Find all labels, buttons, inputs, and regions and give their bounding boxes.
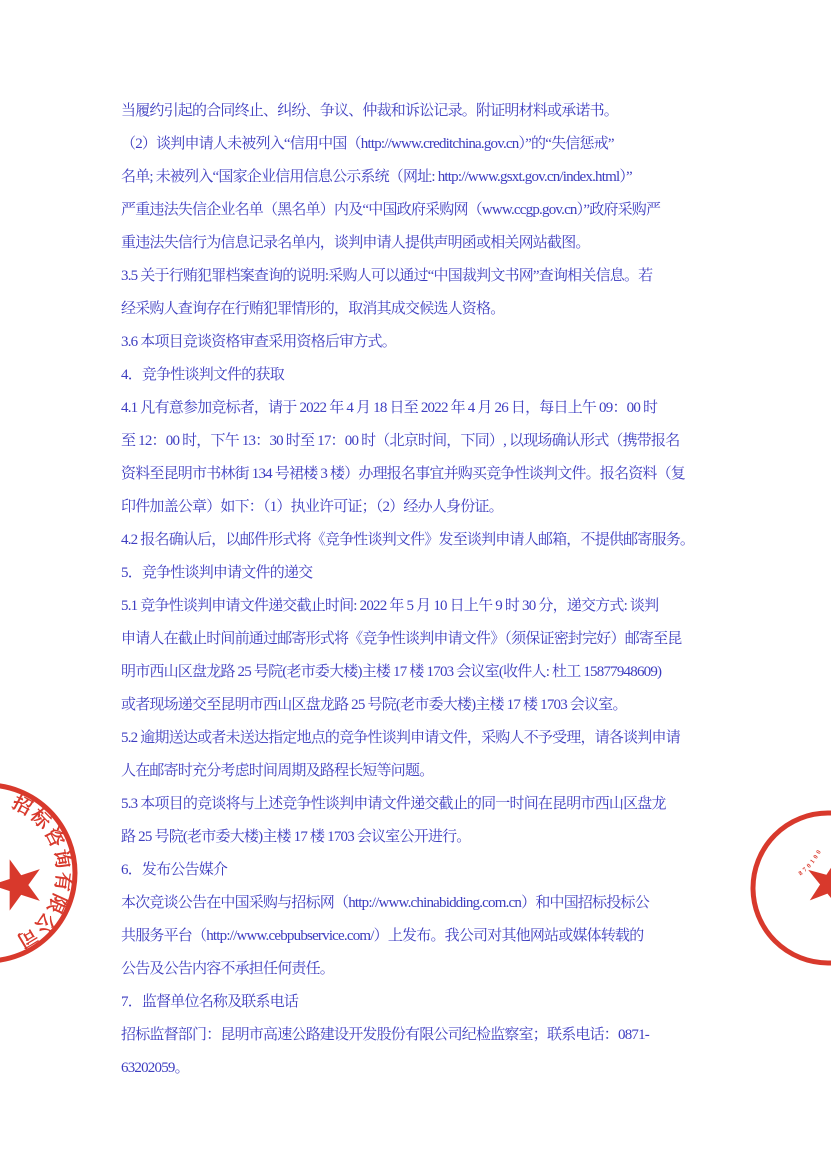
right-company-seal-stamp: [748, 806, 831, 968]
left-company-seal-stamp: [0, 780, 82, 970]
document-line: 5.2 逾期送达或者未送达指定地点的竞争性谈判申请文件，采购人不予受理，请各谈判申请: [121, 730, 680, 746]
document-line: 3.5 关于行贿犯罪档案查询的说明:采购人可以通过“中国裁判文书网”查询相关信息。若: [121, 268, 653, 284]
document-line: （2）谈判申请人未被列入“信用中国（http://www.creditchina.gov.cn）”的“失信惩戒”: [121, 136, 614, 152]
document-body: [121, 95, 715, 1085]
document-line: 4.1 凡有意参加竞标者，请于 2022 年 4 月 18 日至 2022 年 4 月 26 日，每日上午 09：00 时: [121, 400, 658, 416]
document-line: 6．发布公告媒介: [121, 862, 228, 878]
document-line: 严重违法失信企业名单（黑名单）内及“中国政府采购网（www.ccgp.gov.cn）”政府采购严: [121, 202, 661, 218]
document-line: 5.3 本项目的竞谈将与上述竞争性谈判申请文件递交截止的同一时间在昆明市西山区盘龙: [121, 796, 666, 812]
document-line: 印件加盖公章）如下：（1）执业许可证；（2）经办人身份证。: [121, 499, 503, 515]
document-line: 名单; 未被列入“国家企业信用信息公示系统（网址: http://www.gsxt.gov.cn/index.html）”: [121, 169, 632, 185]
seal-ring-text: 招标咨询有限公司: [8, 792, 74, 953]
document-line: 路 25 号院(老市委大楼)主楼 17 楼 1703 会议室公开进行。: [121, 829, 471, 845]
document-line: 4．竞争性谈判文件的获取: [121, 367, 284, 383]
document-line: 当履约引起的合同终止、纠纷、争议、仲裁和诉讼记录。附证明材料或承诺书。: [121, 103, 619, 119]
document-line: 经采购人查询存在行贿犯罪情形的，取消其成交候选人资格。: [121, 301, 505, 317]
document-line: 7．监督单位名称及联系电话: [121, 994, 299, 1010]
document-line: 或者现场递交至昆明市西山区盘龙路 25 号院(老市委大楼)主楼 17 楼 1703 会议室。: [121, 697, 627, 713]
document-line: 公告及公告内容不承担任何责任。: [121, 961, 335, 977]
document-line: 5.1 竞争性谈判申请文件递交截止时间: 2022 年 5 月 10 日上午 9 时 30 分，递交方式: 谈判: [121, 598, 659, 614]
document-line: 人在邮寄时充分考虑时间周期及路程长短等问题。: [121, 763, 434, 779]
document-line: 共服务平台（http://www.cebpubservice.com/）上发布。我公司对其他网站或媒体转载的: [121, 928, 644, 944]
document-line: 重违法失信行为信息记录名单内，谈判申请人提供声明函或相关网站截图。: [121, 235, 590, 251]
seal-serial-number: 870100: [797, 847, 824, 878]
document-line: 4.2 报名确认后，以邮件形式将《竞争性谈判文件》发至谈判申请人邮箱，不提供邮寄服务。: [121, 532, 695, 548]
document-line: 申请人在截止时间前通过邮寄形式将《竞争性谈判申请文件》（须保证密封完好）邮寄至昆: [121, 631, 682, 647]
document-line: 资料至昆明市书林街 134 号裙楼 3 楼）办理报名事宜并购买竞争性谈判文件。报名资料（复: [121, 466, 686, 482]
document-line: 明市西山区盘龙路 25 号院(老市委大楼)主楼 17 楼 1703 会议室(收件人: 杜工 15877948609): [121, 664, 662, 680]
document-line: 63202059。: [121, 1060, 189, 1076]
document-line: 至 12：00 时，下午 13：30 时至 17：00 时（北京时间，下同）, 以现场确认形式（携带报名: [121, 433, 680, 449]
star-icon: [0, 851, 49, 913]
document-line: 本次竞谈公告在中国采购与招标网（http://www.chinabidding.com.cn）和中国招标投标公: [121, 895, 649, 911]
document-line: 3.6 本项目竞谈资格审查采用资格后审方式。: [121, 334, 396, 350]
document-line: 招标监督部门：昆明市高速公路建设开发股份有限公司纪检监察室；联系电话：0871-: [121, 1027, 649, 1043]
document-line: 5．竞争性谈判申请文件的递交: [121, 565, 313, 581]
